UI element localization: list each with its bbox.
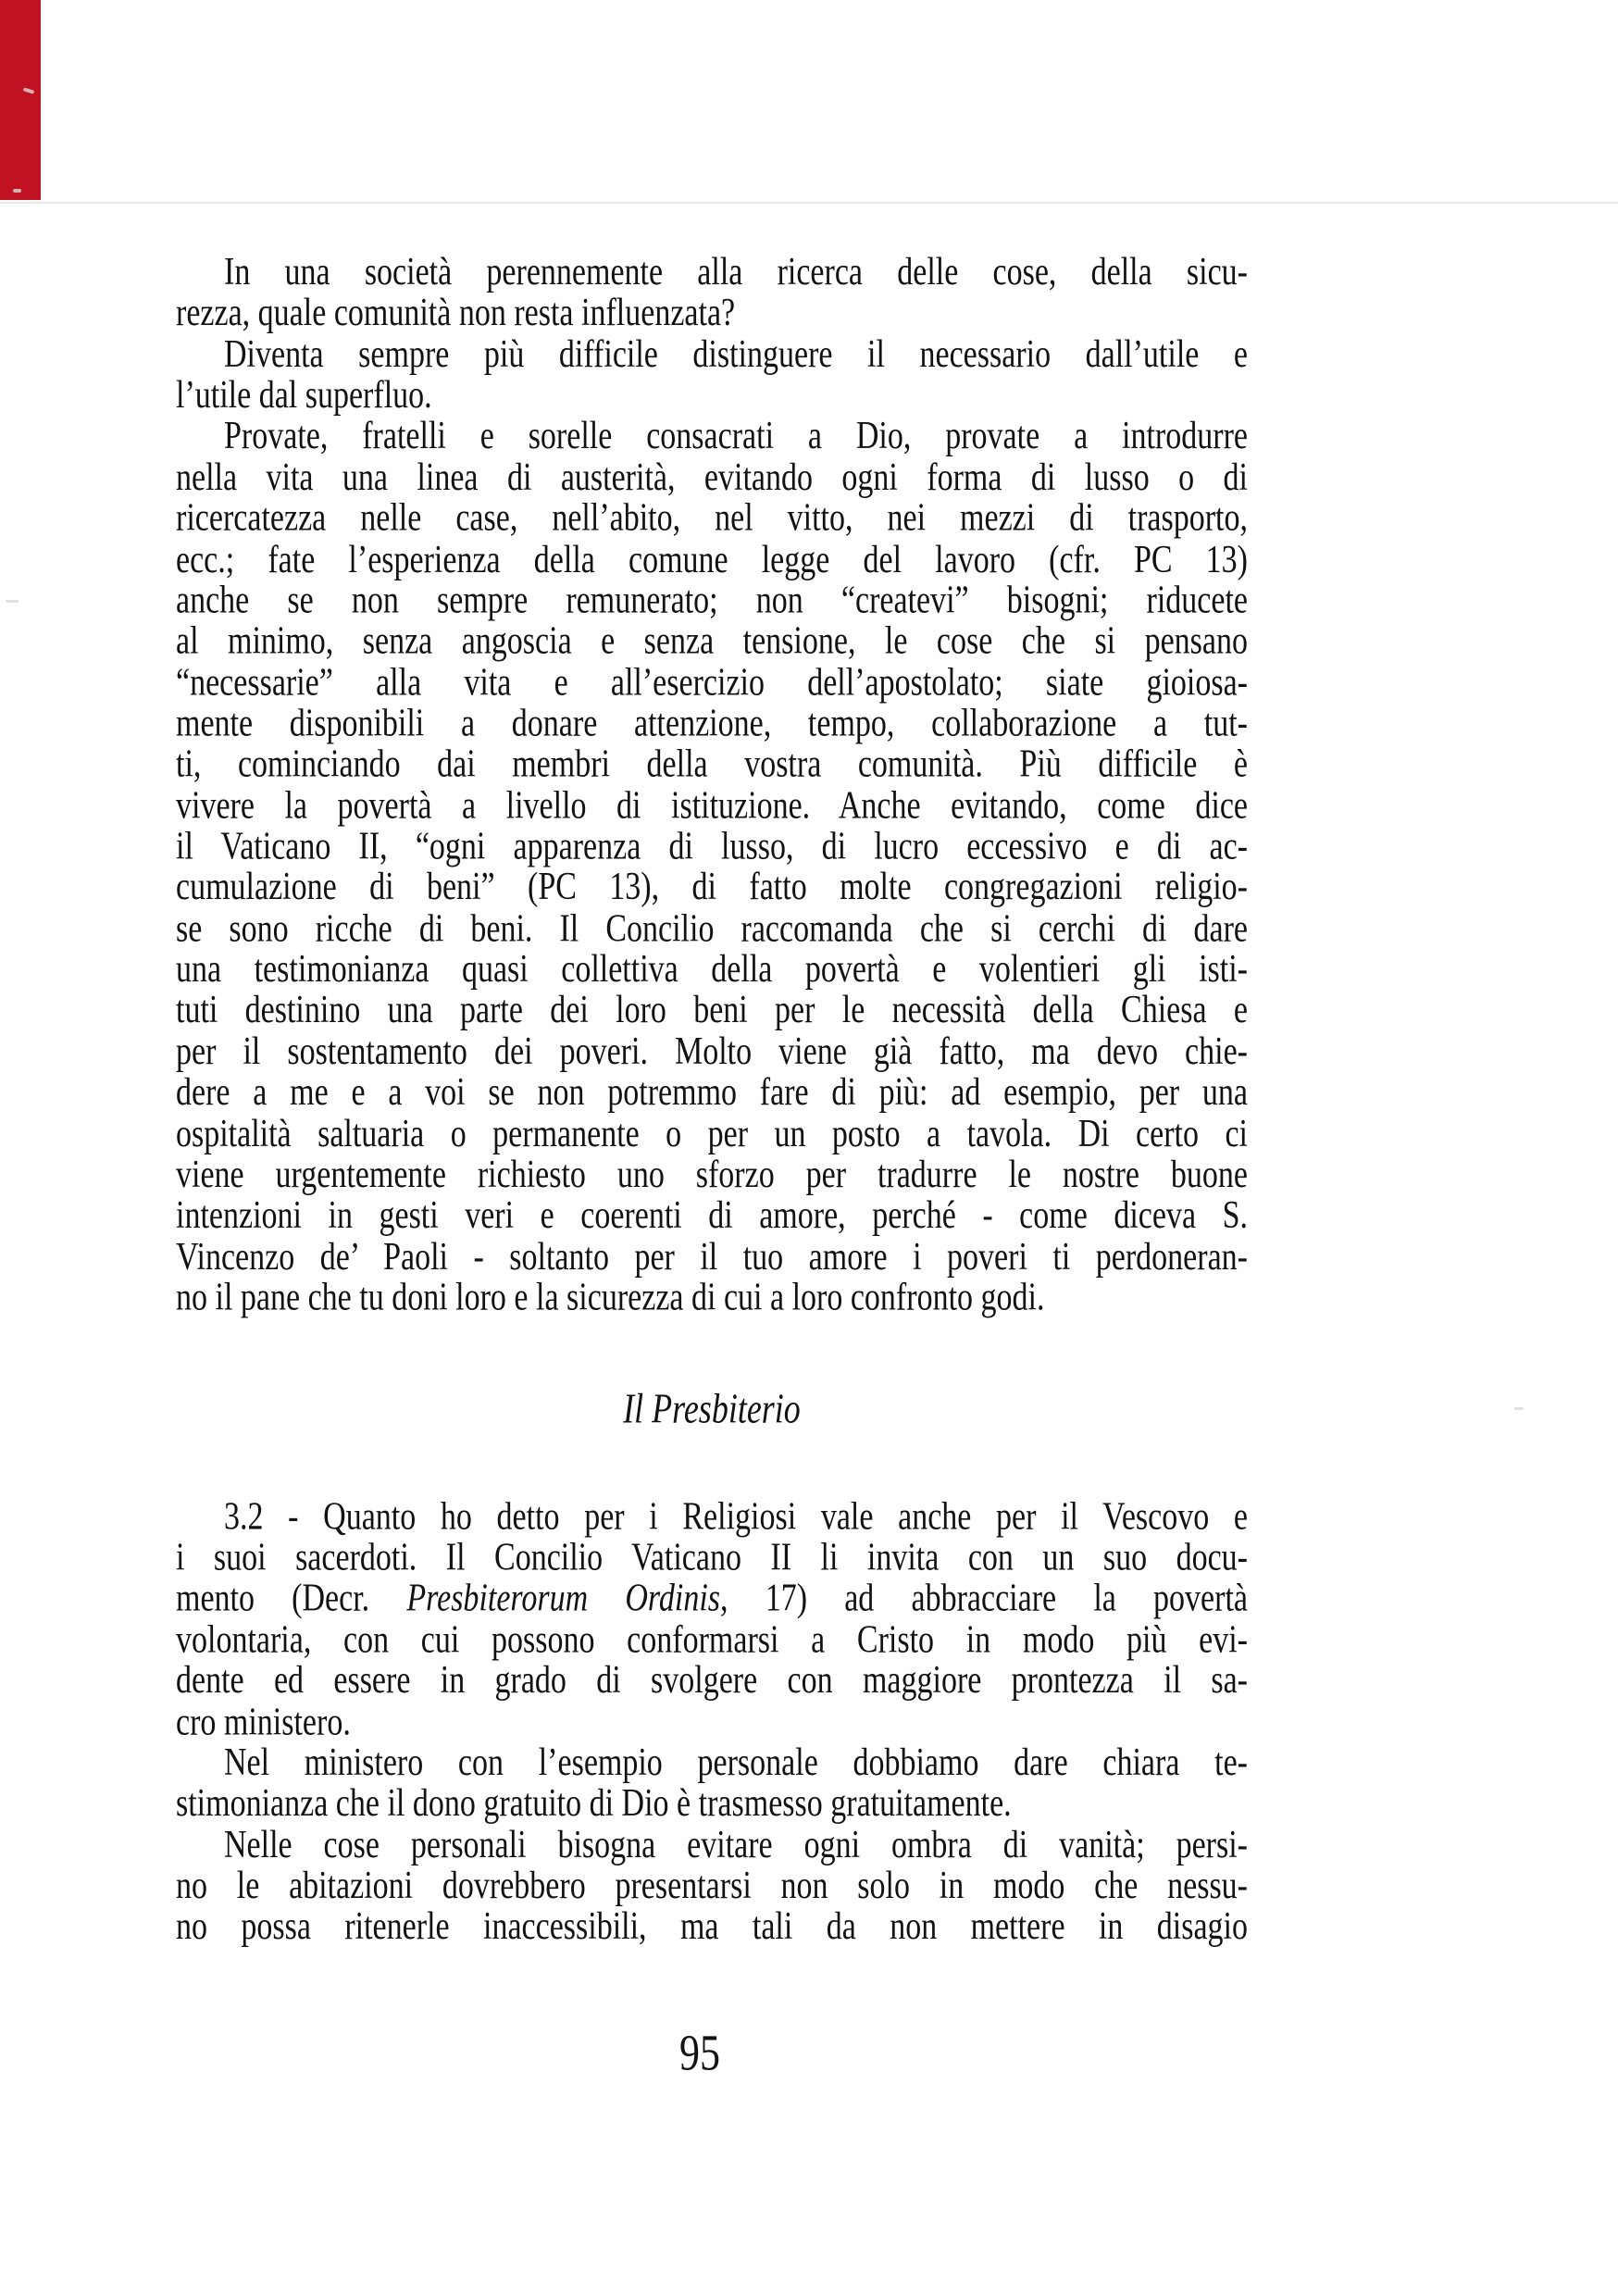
scan-artifact-line [0,202,1618,204]
text-line: volontaria, con cui possono conformarsi a Cristo in modo più evi- [176,1617,1248,1662]
text-line: stimonianza che il dono gratuito di Dio è trasmesso gratuitamente. [176,1781,1012,1826]
text-line: tuti destinino una parte dei loro beni per le necessità della Chiesa e [176,989,1248,1032]
text-line: una testimonianza quasi collettiva della povertà e volentieri gli isti- [176,947,1248,992]
text-line: Vincenzo de’ Paoli - soltanto per il tuo amore i poveri ti perdoneran- [176,1235,1248,1279]
text-line: se sono ricche di beni. Il Concilio raccomanda che si cerchi di dare [176,906,1248,950]
text-line: il Vaticano II, “ogni apparenza di lusso, di lucro eccessivo e di ac- [176,825,1248,868]
text-line: rezza, quale comunità non resta influenzata? [176,292,736,335]
text-line: ospitalità saltuaria o permanente o per un posto a tavola. Di certo ci [176,1112,1248,1155]
text-line: intenzioni in gesti veri e coerenti di amore, perché - come diceva S. [176,1193,1248,1238]
text-line: l’utile dal superfluo. [176,373,432,418]
text-line: no le abitazioni dovrebbero presentarsi non solo in modo che nessu- [176,1864,1248,1907]
scan-speck [6,600,19,603]
paragraph-block-religiosi [176,252,1248,1318]
text-line: dente ed essere in grado di svolgere con maggiore prontezza il sa- [176,1659,1248,1703]
text-line: no possa ritenerle inaccessibili, ma tali da non mettere in disagio [176,1904,1248,1949]
text-line: 3.2 - Quanto ho detto per i Religiosi vale anche per il Vescovo e [224,1494,1248,1539]
text-line: anche se non sempre remunerato; non “createvi” bisogni; riducete [176,579,1248,622]
text-line: Diventa sempre più difficile distinguere il necessario dall’utile e [224,332,1248,376]
text-line: Provate, fratelli e sorelle consacrati a Dio, provate a introdurre [224,414,1248,458]
text-line: per il sostentamento dei poveri. Molto viene già fatto, ma devo chie- [176,1029,1248,1073]
text-line: vivere la povertà a livello di istituzione. Anche evitando, come dice [176,783,1248,828]
text-line: cro ministero. [176,1700,351,1743]
text-line: In una società perennemente alla ricerca delle cose, della sicu- [224,250,1248,294]
text-line: “necessarie” alla vita e all’esercizio dell’apostolato; siate gioiosa- [176,660,1248,705]
section-heading: Il Presbiterio [623,1385,801,1432]
text-line: Nelle cose personali bisogna evitare ogni ombra di vanità; persi- [224,1823,1248,1866]
text-line: ti, cominciando dai membri della vostra comunità. Più difficile è [176,742,1248,786]
text-line: al minimo, senza angoscia e senza tensione, le cose che si pensano [176,619,1248,663]
red-margin-stripe [0,0,41,200]
text-line: mento (Decr. Presbiterorum Ordinis, 17) ad abbracciare la povertà [176,1577,1248,1620]
text-line: ecc.; fate l’esperienza della comune legge del lavoro (cfr. PC 13) [176,537,1248,581]
text-line: cumulazione di beni” (PC 13), di fatto molte congregazioni religio- [176,866,1248,909]
page-number: 95 [679,2024,720,2081]
scan-speck [13,189,21,193]
text-line: ricercatezza nelle case, nell’abito, nel vitto, nei mezzi di trasporto, [176,496,1248,540]
text-line: nella vita una linea di austerità, evitando ogni forma di lusso o di [176,455,1248,499]
text-line: mente disponibili a donare attenzione, tempo, collaborazione a tut- [176,702,1248,745]
text-column [176,252,1248,2079]
text-line: dere a me e a voi se non potremmo fare di più: ad esempio, per una [176,1070,1248,1115]
text-line: no il pane che tu doni loro e la sicurezza di cui a loro confronto godi. [176,1276,1045,1319]
text-line: i suoi sacerdoti. Il Concilio Vaticano II li invita con un suo docu- [176,1536,1248,1579]
text-line: Nel ministero con l’esempio personale dobbiamo dare chiara te- [224,1741,1248,1785]
text-line: viene urgentemente richiesto uno sforzo per tradurre le nostre buone [176,1153,1248,1196]
scan-speck [1514,1407,1524,1410]
paragraph-block-presbiterio [176,1496,1248,1947]
